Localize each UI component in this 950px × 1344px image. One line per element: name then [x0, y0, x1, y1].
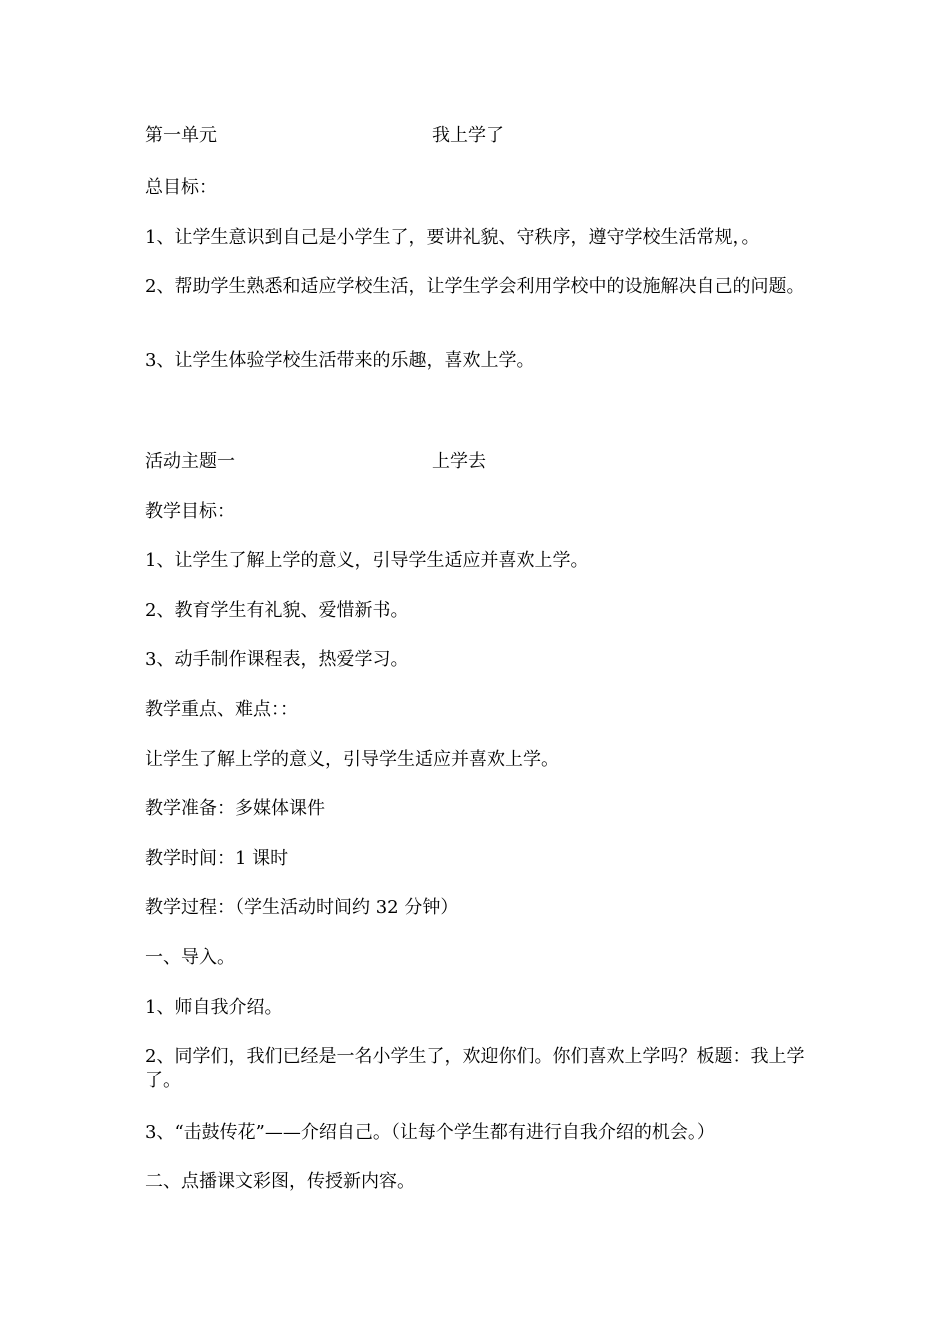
teaching-goal-3: 3、动手制作课程表，热爱学习。: [145, 649, 409, 670]
overall-goal-1: 1、让学生意识到自己是小学生了，要讲礼貌、守秩序，遵守学校生活常规，。: [145, 227, 760, 248]
activity-title: 上学去: [432, 451, 486, 472]
process-step-2: 2、同学们，我们已经是一名小学生了，欢迎你们。你们喜欢上学吗？板题：我上学了。: [145, 1046, 805, 1091]
section-1-heading: 一、导入。: [145, 947, 235, 968]
unit-title: 我上学了: [432, 125, 504, 146]
key-points-text: 让学生了解上学的意义，引导学生适应并喜欢上学。: [145, 749, 559, 770]
unit-label: 第一单元: [145, 125, 217, 146]
process-step-1: 1、师自我介绍。: [145, 997, 283, 1018]
activity-label: 活动主题一: [145, 451, 235, 472]
teaching-goal-1: 1、让学生了解上学的意义，引导学生适应并喜欢上学。: [145, 550, 589, 571]
overall-goals-heading: 总目标：: [145, 177, 217, 198]
overall-goal-2: 2、帮助学生熟悉和适应学校生活，让学生学会利用学校中的设施解决自己的问题。: [145, 276, 805, 297]
section-2-heading: 二、点播课文彩图，传授新内容。: [145, 1171, 415, 1192]
process-heading: 教学过程：（学生活动时间约 32 分钟）: [145, 897, 459, 918]
process-step-3: 3、“击鼓传花”——介绍自己。（让每个学生都有进行自我介绍的机会。）: [145, 1122, 715, 1143]
preparation-line: 教学准备：多媒体课件: [145, 798, 325, 819]
teaching-goals-heading: 教学目标：: [145, 501, 235, 522]
teaching-goal-2: 2、教育学生有礼貌、爱惜新书。: [145, 600, 409, 621]
activity-heading-row: [145, 450, 810, 474]
time-line: 教学时间：1 课时: [145, 848, 289, 869]
overall-goal-3: 3、让学生体验学校生活带来的乐趣，喜欢上学。: [145, 350, 535, 371]
key-points-heading: 教学重点、难点：：: [145, 699, 298, 720]
unit-heading-row: [145, 124, 810, 148]
